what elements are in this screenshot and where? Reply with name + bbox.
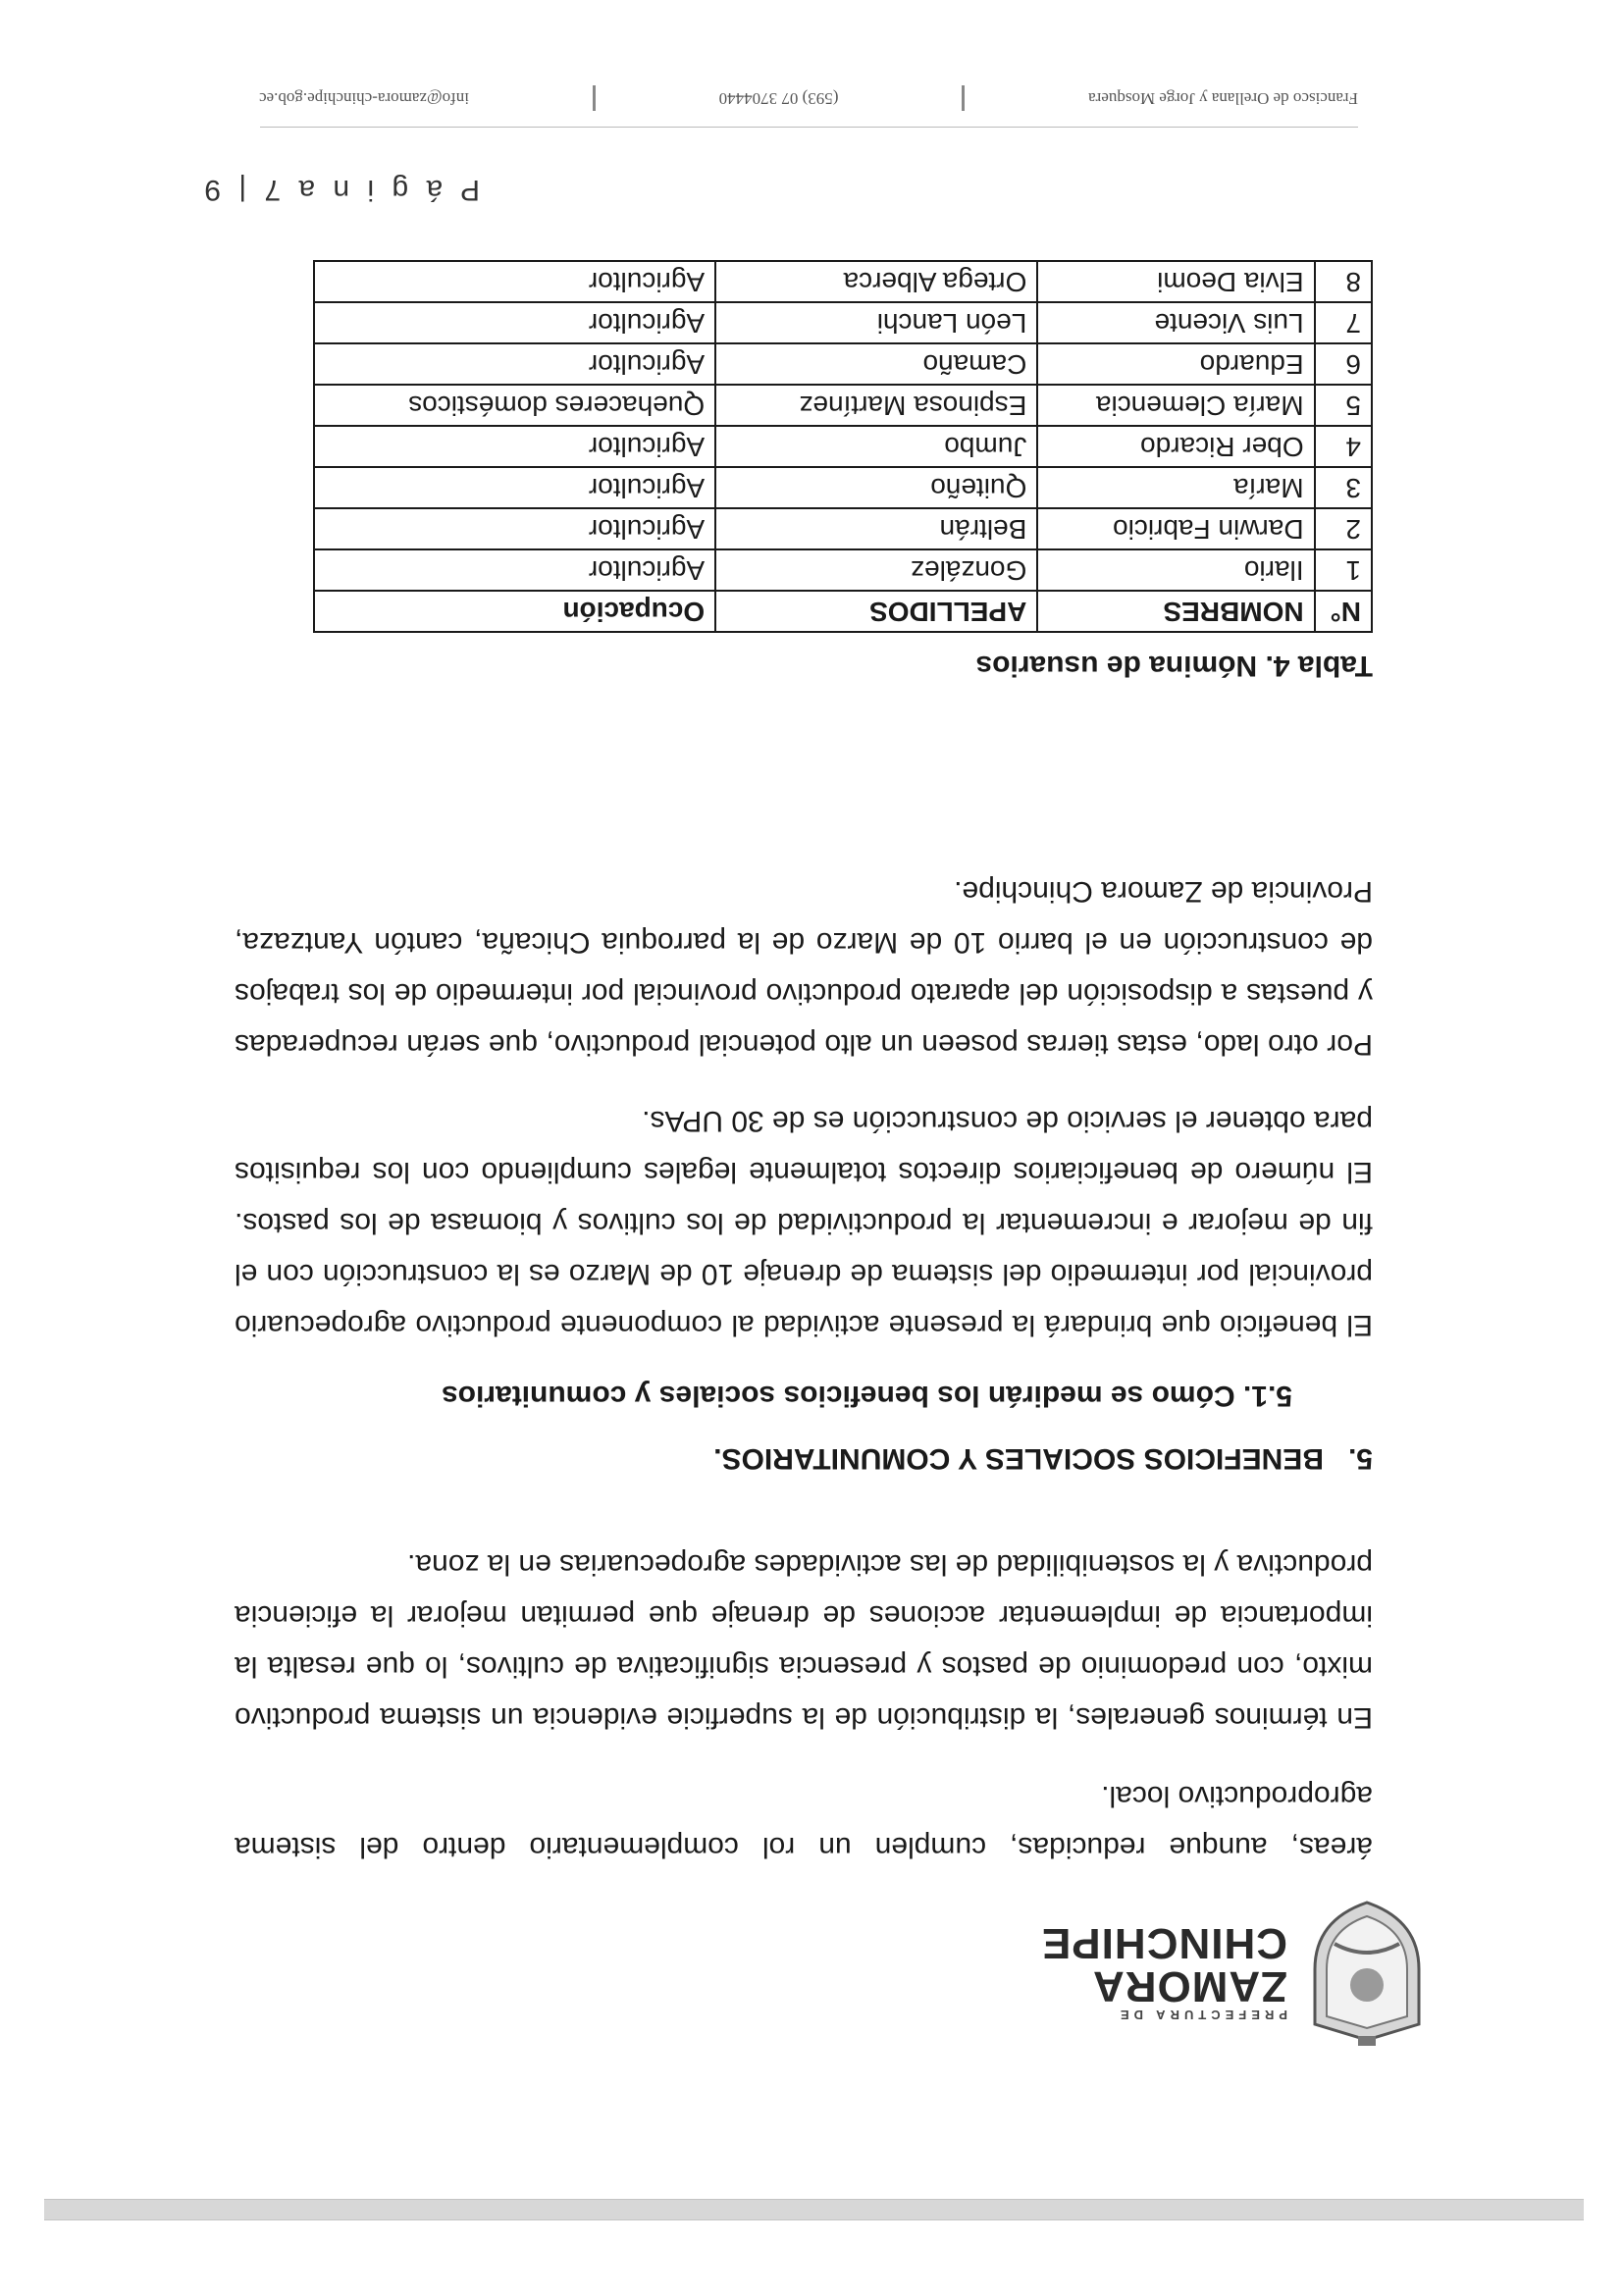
cell-ocupacion: Agricultor <box>314 302 715 343</box>
prefectura-logo <box>1034 1894 1427 2051</box>
cell-nombres: Luis Vicente <box>1037 302 1314 343</box>
cell-number: 5 <box>1315 385 1372 426</box>
footer-separator <box>962 85 965 111</box>
page-number: P á g i n a 7 | 9 <box>199 174 480 206</box>
cell-ocupacion: Agricultor <box>314 508 715 549</box>
logo-prefix: PREFECTURA DE <box>1115 2008 1287 2023</box>
section-title: BENEFICIOS SOCIALES Y COMUNITARIOS. <box>713 1442 1324 1475</box>
paragraph-2: En términos generales, la distribución de la superficie evidencia un sistema productivo mixto, con predominio de pastos y presencia significativa de cultivos, lo que resalta la importancia de implementar acciones de drenaje que permitan mejorar la eficiencia productiva y la sostenibilidad de las actividades agropecuarias en la zona. <box>235 1548 1373 1734</box>
cell-nombres: Darwin Fabricio <box>1037 508 1314 549</box>
subsection-heading: 5.1. Cómo se medirán los beneficios sociales y comunitarios <box>442 1380 1292 1412</box>
cell-ocupacion: Agricultor <box>314 426 715 467</box>
logo-line-1: ZAMORA <box>1091 1962 1287 2011</box>
footer <box>259 77 1358 120</box>
cell-apellidos: Quiteño <box>715 467 1037 508</box>
table-row <box>314 426 1372 467</box>
cell-ocupacion: Agricultor <box>314 467 715 508</box>
table-row <box>314 385 1372 426</box>
cell-number: 1 <box>1315 549 1372 591</box>
cell-nombres: Elvia Deomi <box>1037 261 1314 302</box>
cell-apellidos: Espinosa Martínez <box>715 385 1037 426</box>
scan-edge-bar <box>44 2199 1584 2220</box>
cell-number: 7 <box>1315 302 1372 343</box>
cell-nombres: Eduardo <box>1037 343 1314 385</box>
table-header-row <box>314 591 1372 632</box>
footer-address: Francisco de Orellana y Jorge Mosquera <box>1088 89 1358 108</box>
footer-email[interactable]: info@zamora-chinchipe.gob.ec <box>259 89 469 108</box>
table-caption: Tabla 4. Nómina de usuarios <box>975 650 1373 682</box>
cell-apellidos: Jumbo <box>715 426 1037 467</box>
cell-ocupacion: Agricultor <box>314 343 715 385</box>
user-table-block <box>235 260 1373 682</box>
section-paragraph-1: El beneficio que brindará la presente actividad al componente productivo agropecuario provincial por intermedio del sistema de drenaje 10 de Marzo es la construcción con el fin de mejorar e incrementar la productividad de los cultivos y biomasa de los pastos. El número de beneficiarios directos totalmente legales cumpliendo con los requisitos para obtener el servicio de construcción es de 30 UPAs. <box>235 1105 1373 1341</box>
header-apellidos: APELLIDOS <box>715 591 1037 632</box>
footer-phone: (593) 07 3704440 <box>718 89 839 108</box>
cell-ocupacion: Agricultor <box>314 549 715 591</box>
table-row <box>314 343 1372 385</box>
cell-apellidos: Camaño <box>715 343 1037 385</box>
user-table <box>313 260 1373 633</box>
header-number: N° <box>1315 591 1372 632</box>
table-row <box>314 261 1372 302</box>
cell-number: 4 <box>1315 426 1372 467</box>
cell-nombres: Ilario <box>1037 549 1314 591</box>
logo-line-2: CHINCHIPE <box>1040 1919 1287 1968</box>
cell-apellidos: González <box>715 549 1037 591</box>
body-text <box>235 1539 1373 1872</box>
cell-number: 8 <box>1315 261 1372 302</box>
crest-icon <box>1307 1899 1427 2046</box>
cell-number: 3 <box>1315 467 1372 508</box>
cell-number: 2 <box>1315 508 1372 549</box>
paragraph-1: áreas, aunque reducidas, cumplen un rol complementario dentro del sistema agroproductivo local. <box>235 1780 1373 1863</box>
section-5 <box>235 865 1373 1482</box>
section-heading <box>235 1435 1373 1482</box>
cell-nombres: María <box>1037 467 1314 508</box>
header-nombres: NOMBRES <box>1037 591 1314 632</box>
cell-apellidos: Ortega Alberca <box>715 261 1037 302</box>
table-row <box>314 508 1372 549</box>
logo-text <box>1040 1919 1287 2023</box>
cell-ocupacion: Quehaceres domésticos <box>314 385 715 426</box>
cell-ocupacion: Agricultor <box>314 261 715 302</box>
footer-divider <box>260 127 1358 128</box>
cell-nombres: Ober Ricardo <box>1037 426 1314 467</box>
footer-separator <box>593 85 596 111</box>
table-row <box>314 467 1372 508</box>
cell-apellidos: León Lanchi <box>715 302 1037 343</box>
cell-apellidos: Beltrán <box>715 508 1037 549</box>
section-paragraph-2: Por otro lado, estas tierras poseen un alto potencial productivo, que serán recuperadas y puestas a disposición del aparato productivo provincial por intermedio de los trabajos de construcción en el barrio 10 de Marzo de la parroquia Chicaña, cantón Yantzaza, Provincia de Zamora Chinchipe. <box>235 875 1373 1061</box>
header-ocupacion: Ocupación <box>314 591 715 632</box>
cell-nombres: María Clemencia <box>1037 385 1314 426</box>
cell-number: 6 <box>1315 343 1372 385</box>
table-body <box>314 261 1372 591</box>
section-number: 5. <box>1347 1442 1373 1475</box>
table-row <box>314 302 1372 343</box>
table-row <box>314 549 1372 591</box>
